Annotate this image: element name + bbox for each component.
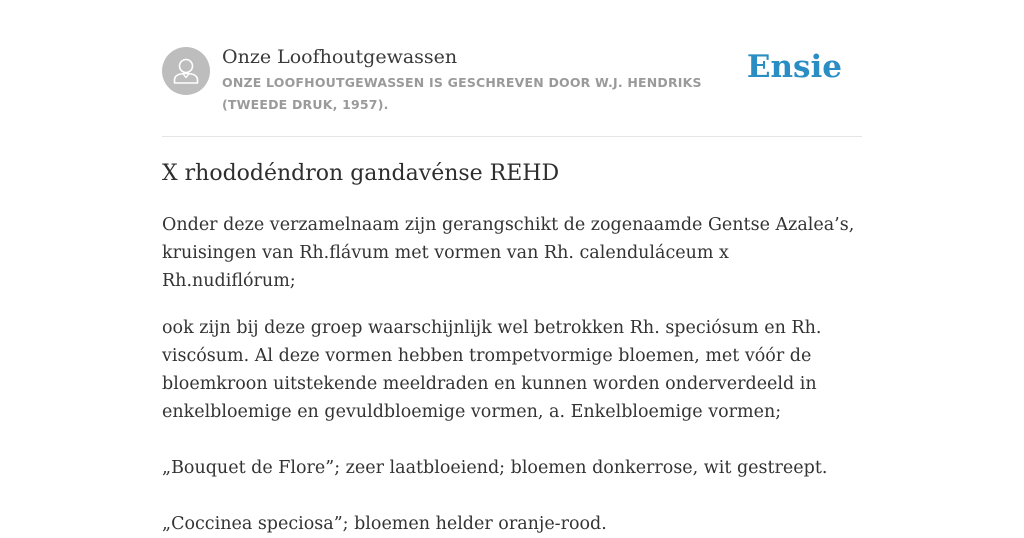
site-description: ONZE LOOFHOUTGEWASSEN IS GESCHREVEN DOOR W.J. HENDRIKS (TWEEDE DRUK, 1957). [222,75,702,112]
header [162,44,862,137]
brand-logo[interactable]: Ensie [746,49,842,85]
site-title[interactable]: Onze Loofhoutgewassen [222,46,458,68]
avatar[interactable] [162,47,210,95]
paragraph-3: „Bouquet de Flore”; zeer laatbloeiend; bloemen donkerrose, wit gestreept. [162,458,828,478]
paragraph-2: ook zijn bij deze groep waarschijnlijk wel betrokken Rh. speciósum en Rh. viscósum. Al deze vormen hebben trompetvormige bloemen, met vóór de bloemkroon uitstekende meeldraden en kunnen worden onderverdeeld in enkelbloemige en gevuldbloemige vormen, a. Enkelbloemige vormen; [162,318,822,422]
article-title: X rhododéndron gandavénse REHD [162,161,560,186]
paragraph-1: Onder deze verzamelnaam zijn gerangschikt de zogenaamde Gentse Azalea’s, kruisingen van Rh.flávum met vormen van Rh. calenduláceum x Rh.nudiflórum; [162,215,855,291]
article [162,158,862,538]
user-icon [162,47,210,95]
paragraph-4: „Coccinea speciosa”; bloemen helder oranje-rood. [162,514,607,534]
